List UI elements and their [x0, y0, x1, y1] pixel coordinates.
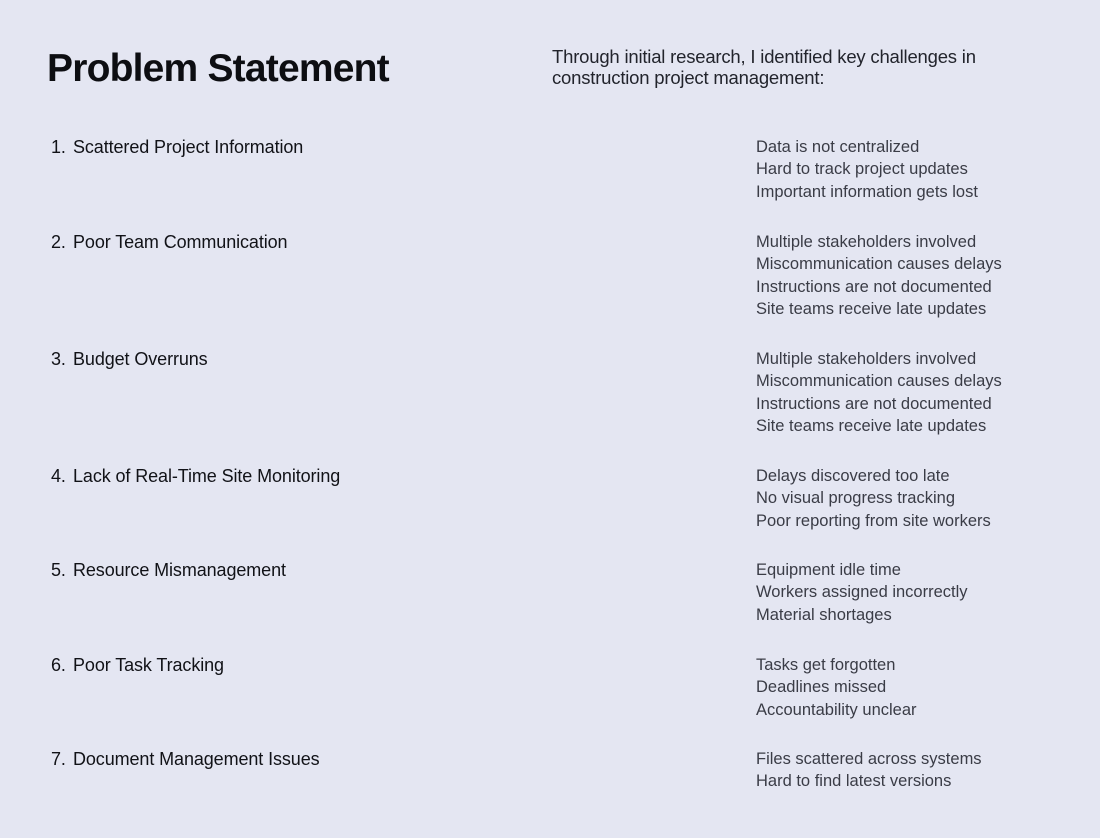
problem-title	[51, 136, 303, 158]
intro-text: Through initial research, I identified key challenges in construction project management:	[552, 46, 976, 88]
problem-title-text: Poor Team Communication	[73, 232, 288, 252]
problem-title-text: Scattered Project Information	[73, 137, 304, 157]
problem-point: Site teams receive late updates	[756, 300, 987, 319]
problem-points	[756, 654, 917, 721]
problem-point: Equipment idle time	[756, 561, 901, 579]
problem-number: 4.	[51, 466, 66, 486]
problem-title-text: Resource Mismanagement	[73, 560, 286, 580]
problem-title	[51, 465, 340, 487]
problem-number: 7.	[51, 749, 66, 769]
problem-points	[756, 748, 982, 793]
problem-point: Miscommunication causes delays	[756, 372, 1002, 391]
problem-point: Site teams receive late updates	[756, 417, 987, 436]
problem-point: Poor reporting from site workers	[756, 511, 991, 530]
problem-point: Instructions are not documented	[756, 277, 992, 296]
problem-point: Multiple stakeholders involved	[756, 233, 977, 251]
problem-point: Files scattered across systems	[756, 750, 982, 768]
problem-point: Hard to find latest versions	[756, 772, 952, 791]
problem-point: Important information gets lost	[756, 182, 978, 201]
problem-point: Miscommunication causes delays	[756, 255, 1002, 274]
problem-points	[756, 348, 1002, 438]
problem-title	[51, 654, 224, 676]
problem-point: Multiple stakeholders involved	[756, 350, 977, 368]
problem-point: Instructions are not documented	[756, 394, 992, 413]
problem-point: Hard to track project updates	[756, 160, 968, 179]
problem-title-text: Poor Task Tracking	[73, 655, 224, 675]
problem-point: Material shortages	[756, 605, 892, 624]
problem-title-text: Budget Overruns	[73, 349, 208, 369]
problem-number: 2.	[51, 232, 66, 252]
problem-title	[51, 348, 208, 370]
problem-point: Tasks get forgotten	[756, 656, 896, 674]
problem-title	[51, 748, 320, 770]
problem-title-text: Document Management Issues	[73, 749, 320, 769]
problem-point: Deadlines missed	[756, 678, 887, 697]
problem-point: No visual progress tracking	[756, 489, 955, 508]
problem-point: Data is not centralized	[756, 138, 920, 156]
problem-points	[756, 231, 1002, 321]
problem-title	[51, 231, 287, 253]
problem-title-text: Lack of Real-Time Site Monitoring	[73, 466, 341, 486]
problem-point: Accountability unclear	[756, 700, 917, 719]
problem-point: Workers assigned incorrectly	[756, 583, 968, 602]
problem-number: 6.	[51, 655, 66, 675]
problem-point: Delays discovered too late	[756, 467, 950, 485]
problem-number: 3.	[51, 349, 66, 369]
problem-number: 1.	[51, 137, 66, 157]
problem-title	[51, 559, 286, 581]
page-title: Problem Statement	[47, 47, 389, 90]
problem-points	[756, 559, 968, 626]
problem-number: 5.	[51, 560, 66, 580]
problem-points	[756, 465, 991, 532]
problem-points	[756, 136, 978, 203]
